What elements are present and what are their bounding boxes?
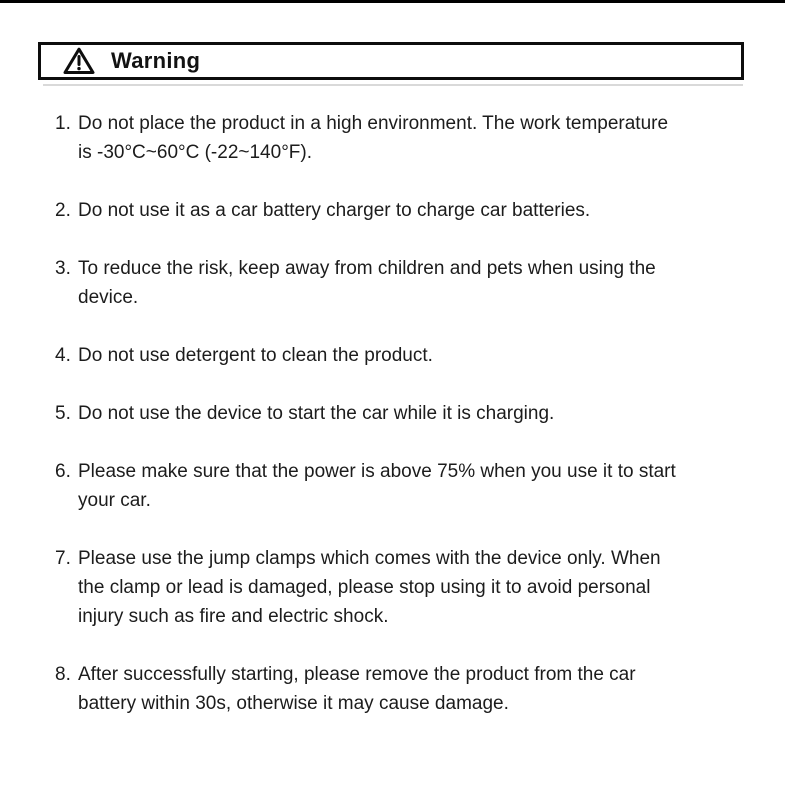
warning-list (0, 109, 785, 747)
item-text-line: After successfully starting, please remove the product from the car (78, 664, 636, 685)
warning-item-2 (55, 196, 745, 225)
warning-item-1 (55, 109, 745, 167)
item-text-line: injury such as fire and electric shock. (78, 606, 389, 627)
item-text (78, 399, 554, 428)
item-number: 4. (55, 345, 71, 366)
warning-item-3 (55, 254, 745, 312)
item-number: 1. (55, 113, 71, 134)
item-text (78, 196, 590, 225)
item-text-line: Please make sure that the power is above 75% when you use it to start (78, 461, 676, 482)
item-text-line: To reduce the risk, keep away from children and pets when using the (78, 258, 656, 279)
warning-item-6 (55, 457, 745, 515)
item-text-line: Do not use it as a car battery charger to charge car batteries. (78, 200, 591, 221)
warning-item-7 (55, 544, 745, 631)
item-number: 5. (55, 403, 71, 424)
page-top-edge (0, 0, 785, 3)
item-number: 3. (55, 258, 71, 279)
item-number: 8. (55, 664, 71, 685)
item-text-line: battery within 30s, otherwise it may cause damage. (78, 693, 509, 714)
item-text-line: your car. (78, 490, 151, 511)
warning-header-box (38, 42, 744, 80)
item-text (78, 341, 433, 370)
warning-item-8 (55, 660, 745, 718)
item-text-line: Do not place the product in a high environment. The work temperature (78, 113, 669, 134)
item-text-line: Do not use the device to start the car while it is charging. (78, 403, 555, 424)
item-text-line: the clamp or lead is damaged, please stop using it to avoid personal (78, 577, 651, 598)
item-text (78, 457, 676, 515)
item-number: 2. (55, 200, 71, 221)
warning-title: Warning (111, 48, 201, 73)
item-text-line: Do not use detergent to clean the product. (78, 345, 433, 366)
item-text (78, 109, 668, 167)
item-text (78, 544, 661, 631)
warning-item-4 (55, 341, 745, 370)
warning-item-5 (55, 399, 745, 428)
item-text (78, 660, 636, 718)
item-text-line: Please use the jump clamps which comes with the device only. When (78, 548, 661, 569)
item-text-line: device. (78, 287, 139, 308)
warning-triangle-icon (62, 46, 96, 76)
item-text-line: is -30°C~60°C (-22~140°F). (78, 142, 313, 163)
item-number: 6. (55, 461, 71, 482)
item-text (78, 254, 656, 312)
item-number: 7. (55, 548, 71, 569)
